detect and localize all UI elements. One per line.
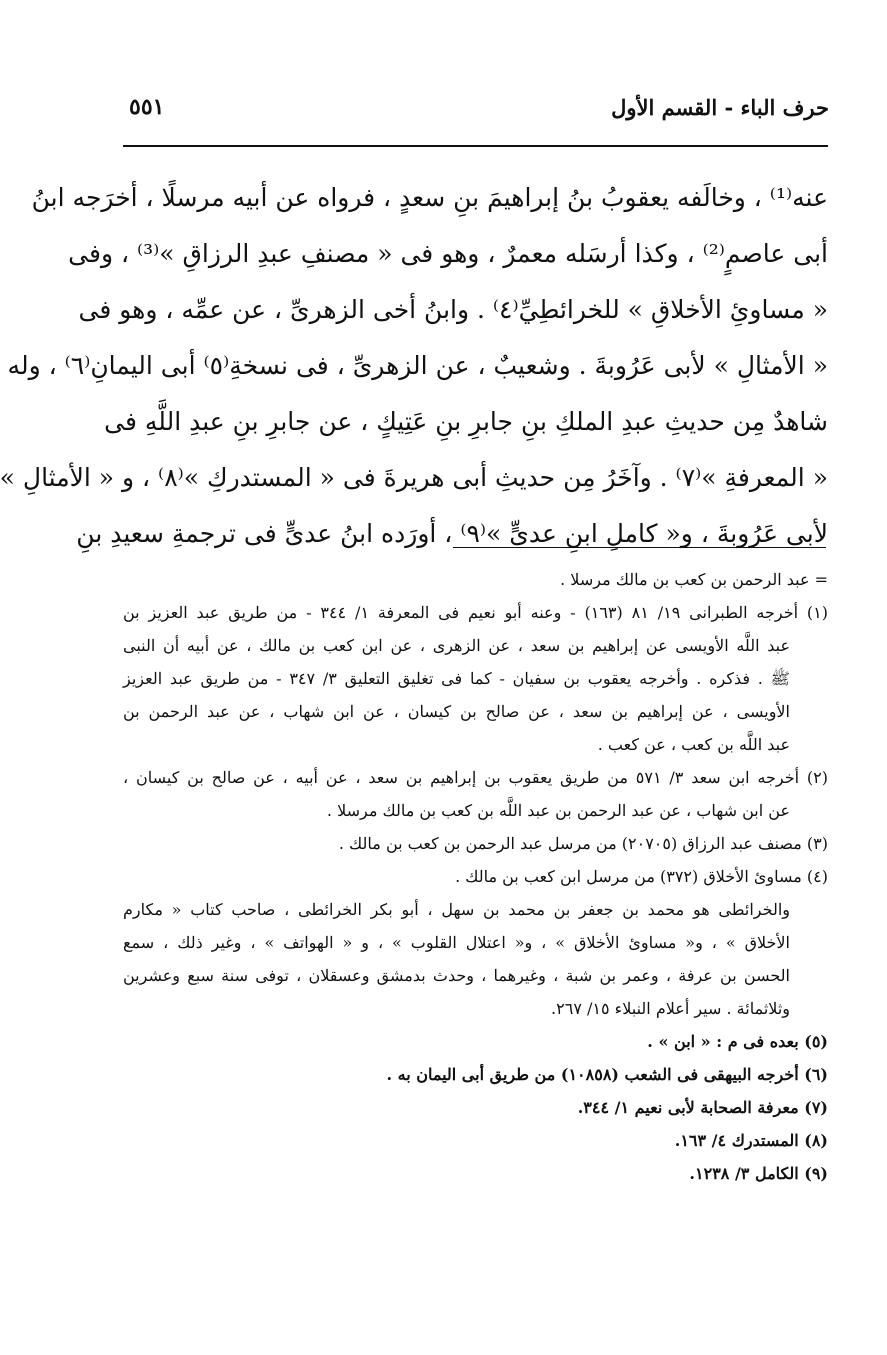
main-text-line: « مساوئِ الأخلاقِ » للخرائطِيِّ⁽٤⁾ . وابنُ أخى الزهرىِّ ، عن عمِّه ، وهو فى <box>78 295 828 324</box>
main-text <box>0 170 828 562</box>
footnote-separator <box>453 547 826 548</box>
main-text-line: « المعرفةِ »⁽٧⁾ . وآخَرُ مِن حديثِ أبى هريرةَ فى « المستدركِ »⁽٨⁾ ، و « الأمثالِ » <box>0 463 828 492</box>
footnote-line: (٨) المستدرك ٤/ ١٦٣. <box>674 1131 828 1150</box>
page-number: ٥٥١ <box>129 94 165 120</box>
footnote-line: (١) أخرجه الطبرانى ١٩/ ٨١ (١٦٣) - وعنه أبو نعيم فى المعرفة ١/ ٣٤٤ - من طريق عبد العزيز بن <box>123 603 829 622</box>
main-text-line: لأبى عَرُوبةَ ، و« كاملِ ابنِ عدىٍّ »⁽٩⁾ ، أورَده ابنُ عدىٍّ فى ترجمةِ سعيدِ بنِ <box>76 519 828 548</box>
footnote-line: ﷺ . فذكره . وأخرجه يعقوب بن سفيان - كما فى تغليق التعليق ٣/ ٣٤٧ - من طريق عبد العزيز <box>123 669 790 688</box>
footnote-line: (٦) أخرجه البيهقى فى الشعب (١٠٨٥٨) من طريق أبى اليمان به . <box>386 1065 828 1084</box>
main-text-line: شاهدٌ مِن حديثِ عبدِ الملكِ بنِ جابرِ بنِ عَتِيكٍ ، عن جابرِ بنِ عبدِ اللَّهِ فى <box>104 407 828 436</box>
main-text-line: عنه⁽¹⁾ ، وخالَفه يعقوبُ بنُ إبراهيمَ بنِ سعدٍ ، فرواه عن أبيه مرسلًا ، أخرَجه ابنُ <box>31 183 828 212</box>
footnote-line: عن ابن شهاب ، عن عبد الرحمن بن عبد اللَّه بن كعب بن مالك مرسلا . <box>326 801 790 820</box>
footnote-line: الحسن بن عرفة ، وعمر بن شبة ، وغيرهما ، وحدث بدمشق وعسقلان ، توفى سنة سبع وعشرين <box>123 966 791 985</box>
footnote-line: (٩) الكامل ٣/ ١٢٣٨. <box>689 1164 828 1183</box>
running-head: حرف الباء - القسم الأول <box>611 94 829 120</box>
footnote-line: = عبد الرحمن بن كعب بن مالك مرسلا . <box>560 570 828 589</box>
footnote-line: (٧) معرفة الصحابة لأبى نعيم ١/ ٣٤٤. <box>577 1098 828 1117</box>
footnote-line: والخرائطى هو محمد بن جعفر بن محمد بن سهل ، أبو بكر الخرائطى ، صاحب كتاب « مكارم <box>123 900 790 919</box>
footnote-line: وثلاثمائة . سير أعلام النبلاء ١٥/ ٢٦٧. <box>551 999 790 1018</box>
footnote-line: عبد اللَّه الأويسى عن إبراهيم بن سعد ، عن الزهرى ، عن ابن كعب بن مالك ، عن أبيه أن النبى <box>123 636 790 655</box>
header-rule <box>123 145 828 147</box>
footnote-line: الأخلاق » ، و« مساوئ الأخلاق » ، و« اعتلال القلوب » ، و « الهواتف » ، وغير ذلك ، سمع <box>123 933 790 952</box>
footnote-line: (٤) مساوئ الأخلاق (٣٧٢) من مرسل ابن كعب بن مالك . <box>455 867 828 886</box>
main-text-line: « الأمثالِ » لأبى عَرُوبةَ . وشعيبٌ ، عن الزهرىِّ ، فى نسخةِ⁽٥⁾ أبى اليمانِ⁽٦⁾ ، وله <box>7 351 828 380</box>
footnote-line: عبد اللَّه بن كعب ، عن كعب . <box>597 735 790 754</box>
footnotes <box>123 563 828 1190</box>
footnote-line: الأويسى ، عن إبراهيم بن سعد ، عن صالح بن كيسان ، عن ابن شهاب ، عن عبد الرحمن بن <box>123 702 790 721</box>
footnote-line: (٣) مصنف عبد الرزاق (٢٠٧٠٥) من مرسل عبد الرحمن بن كعب بن مالك . <box>338 834 828 853</box>
main-text-line: أبى عاصمٍ⁽²⁾ ، وكذا أرسَله معمرٌ ، وهو فى « مصنفِ عبدِ الرزاقِ »⁽³⁾ ، وفى <box>68 239 828 268</box>
footnote-line: (٢) أخرجه ابن سعد ٣/ ٥٧١ من طريق يعقوب بن إبراهيم بن سعد ، عن أبيه ، عن صالح بن كيسان ، <box>123 768 828 787</box>
footnote-line: (٥) بعده فى م : « ابن » . <box>647 1032 828 1051</box>
page-header <box>129 92 829 122</box>
